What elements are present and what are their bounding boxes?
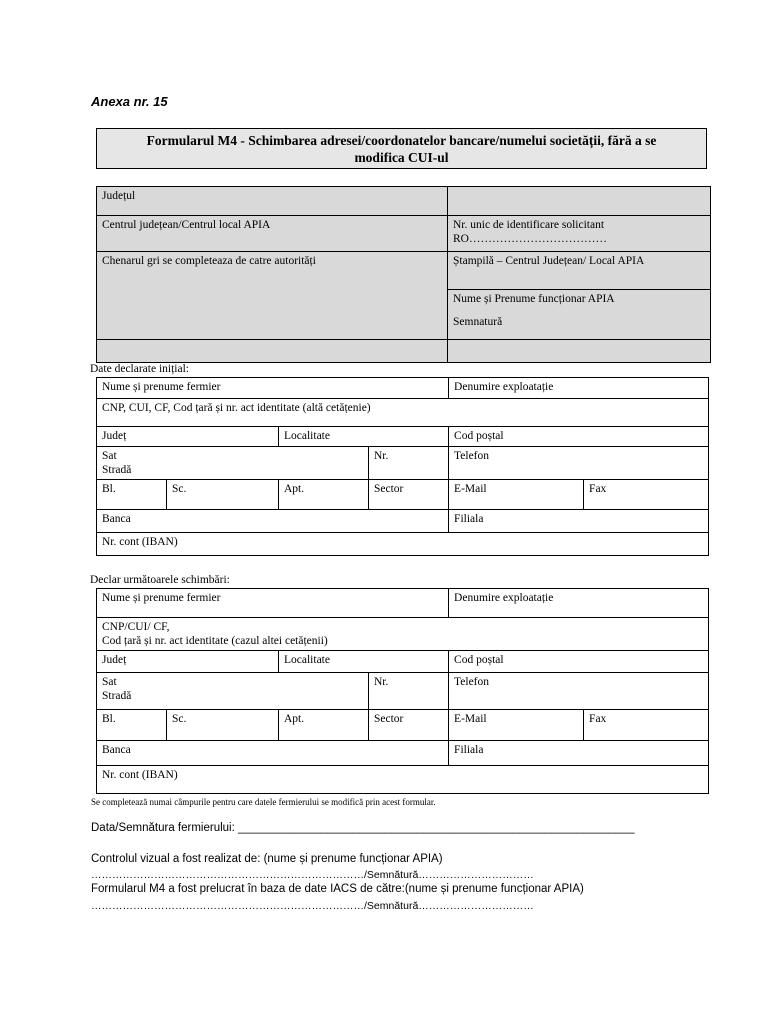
initial-branch-cell[interactable]: Filiala bbox=[449, 510, 709, 533]
changes-heading: Declar următoarele schimbări: bbox=[90, 574, 230, 586]
new-fax-cell[interactable]: Fax bbox=[584, 710, 709, 741]
form-title bbox=[96, 128, 707, 169]
initial-data-heading: Date declarate inițial: bbox=[90, 363, 189, 375]
initial-number-cell[interactable]: Nr. bbox=[369, 447, 449, 480]
initial-farmer-name-cell[interactable]: Nume și prenume fermier bbox=[97, 378, 449, 399]
initial-phone-cell[interactable]: Telefon bbox=[449, 447, 709, 480]
new-county-cell[interactable]: Județ bbox=[97, 651, 279, 673]
initial-block-cell[interactable]: Bl. bbox=[97, 480, 167, 510]
initial-county-cell[interactable]: Județ bbox=[97, 427, 279, 447]
visual-check-text: Controlul vizual a fost realizat de: (nume și prenume funcționar APIA) bbox=[91, 853, 443, 865]
initial-data-table bbox=[96, 377, 709, 556]
initial-email-cell[interactable]: E-Mail bbox=[449, 480, 584, 510]
unique-id-cell[interactable]: Nr. unic de identificare solicitant RO……………………………… bbox=[448, 216, 711, 252]
stamp-cell[interactable]: Ștampilă – Centrul Județean/ Local APIA bbox=[448, 252, 711, 290]
changes-table bbox=[96, 588, 709, 794]
new-sector-cell[interactable]: Sector bbox=[369, 710, 449, 741]
new-branch-cell[interactable]: Filiala bbox=[449, 741, 709, 766]
new-apartment-cell[interactable]: Apt. bbox=[279, 710, 369, 741]
authority-blank-right[interactable] bbox=[448, 340, 711, 363]
initial-bank-cell[interactable]: Banca bbox=[97, 510, 449, 533]
annex-label: Anexa nr. 15 bbox=[91, 94, 168, 109]
new-farmer-name-cell[interactable]: Nume și prenume fermier bbox=[97, 589, 449, 618]
county-cell[interactable]: Județul bbox=[97, 187, 448, 216]
county-value-cell[interactable] bbox=[448, 187, 711, 216]
fill-note: Se completează numai câmpurile pentru care datele fermierului se modifică prin acest formular. bbox=[91, 797, 436, 807]
initial-apartment-cell[interactable]: Apt. bbox=[279, 480, 369, 510]
initial-sector-cell[interactable]: Sector bbox=[369, 480, 449, 510]
new-block-cell[interactable]: Bl. bbox=[97, 710, 167, 741]
initial-postal-code-cell[interactable]: Cod poștal bbox=[449, 427, 709, 447]
new-phone-cell[interactable]: Telefon bbox=[449, 673, 709, 710]
authority-table bbox=[96, 186, 711, 363]
initial-id-cell[interactable]: CNP, CUI, CF, Cod țară și nr. act identitate (altă cetățenie) bbox=[97, 399, 709, 427]
initial-farm-name-cell[interactable]: Denumire exploatație bbox=[449, 378, 709, 399]
visual-check-signature[interactable]: ……………………………………………………………………/Semnătură…………………………… bbox=[91, 869, 534, 881]
new-locality-cell[interactable]: Localitate bbox=[279, 651, 449, 673]
new-id-cell[interactable]: CNP/CUI/ CF, Cod țară și nr. act identitate (cazul altei cetățenii) bbox=[97, 618, 709, 651]
apia-center-cell[interactable]: Centrul județean/Centrul local APIA bbox=[97, 216, 448, 252]
official-name-cell[interactable]: Nume și Prenume funcționar APIA Semnatură bbox=[448, 290, 711, 340]
initial-staircase-cell[interactable]: Sc. bbox=[167, 480, 279, 510]
new-bank-cell[interactable]: Banca bbox=[97, 741, 449, 766]
new-staircase-cell[interactable]: Sc. bbox=[167, 710, 279, 741]
new-email-cell[interactable]: E-Mail bbox=[449, 710, 584, 741]
new-postal-code-cell[interactable]: Cod poștal bbox=[449, 651, 709, 673]
form-title-line1: Formularul M4 - Schimbarea adresei/coordonatelor bancare/numelui societății, fără a se bbox=[146, 133, 657, 148]
iacs-processing-text: Formularul M4 a fost prelucrat în baza de date IACS de către:(nume și prenume funcționar APIA) bbox=[91, 883, 584, 895]
initial-iban-cell[interactable]: Nr. cont (IBAN) bbox=[97, 533, 709, 556]
new-number-cell[interactable]: Nr. bbox=[369, 673, 449, 710]
new-iban-cell[interactable]: Nr. cont (IBAN) bbox=[97, 766, 709, 794]
new-address-cell[interactable]: Sat Stradă bbox=[97, 673, 369, 710]
initial-fax-cell[interactable]: Fax bbox=[584, 480, 709, 510]
form-title-line2: modifica CUI-ul bbox=[354, 150, 449, 165]
new-farm-name-cell[interactable]: Denumire exploatație bbox=[449, 589, 709, 618]
iacs-processing-signature[interactable]: ……………………………………………………………………/Semnătură…………………………… bbox=[91, 900, 534, 912]
authority-blank-left[interactable] bbox=[97, 340, 448, 363]
farmer-signature-line[interactable]: Data/Semnătura fermierului: ______________________________________________________________ bbox=[91, 822, 635, 834]
initial-address-cell[interactable]: Sat Stradă bbox=[97, 447, 369, 480]
authority-note-cell: Chenarul gri se completeaza de catre autorități bbox=[97, 252, 448, 340]
initial-locality-cell[interactable]: Localitate bbox=[279, 427, 449, 447]
